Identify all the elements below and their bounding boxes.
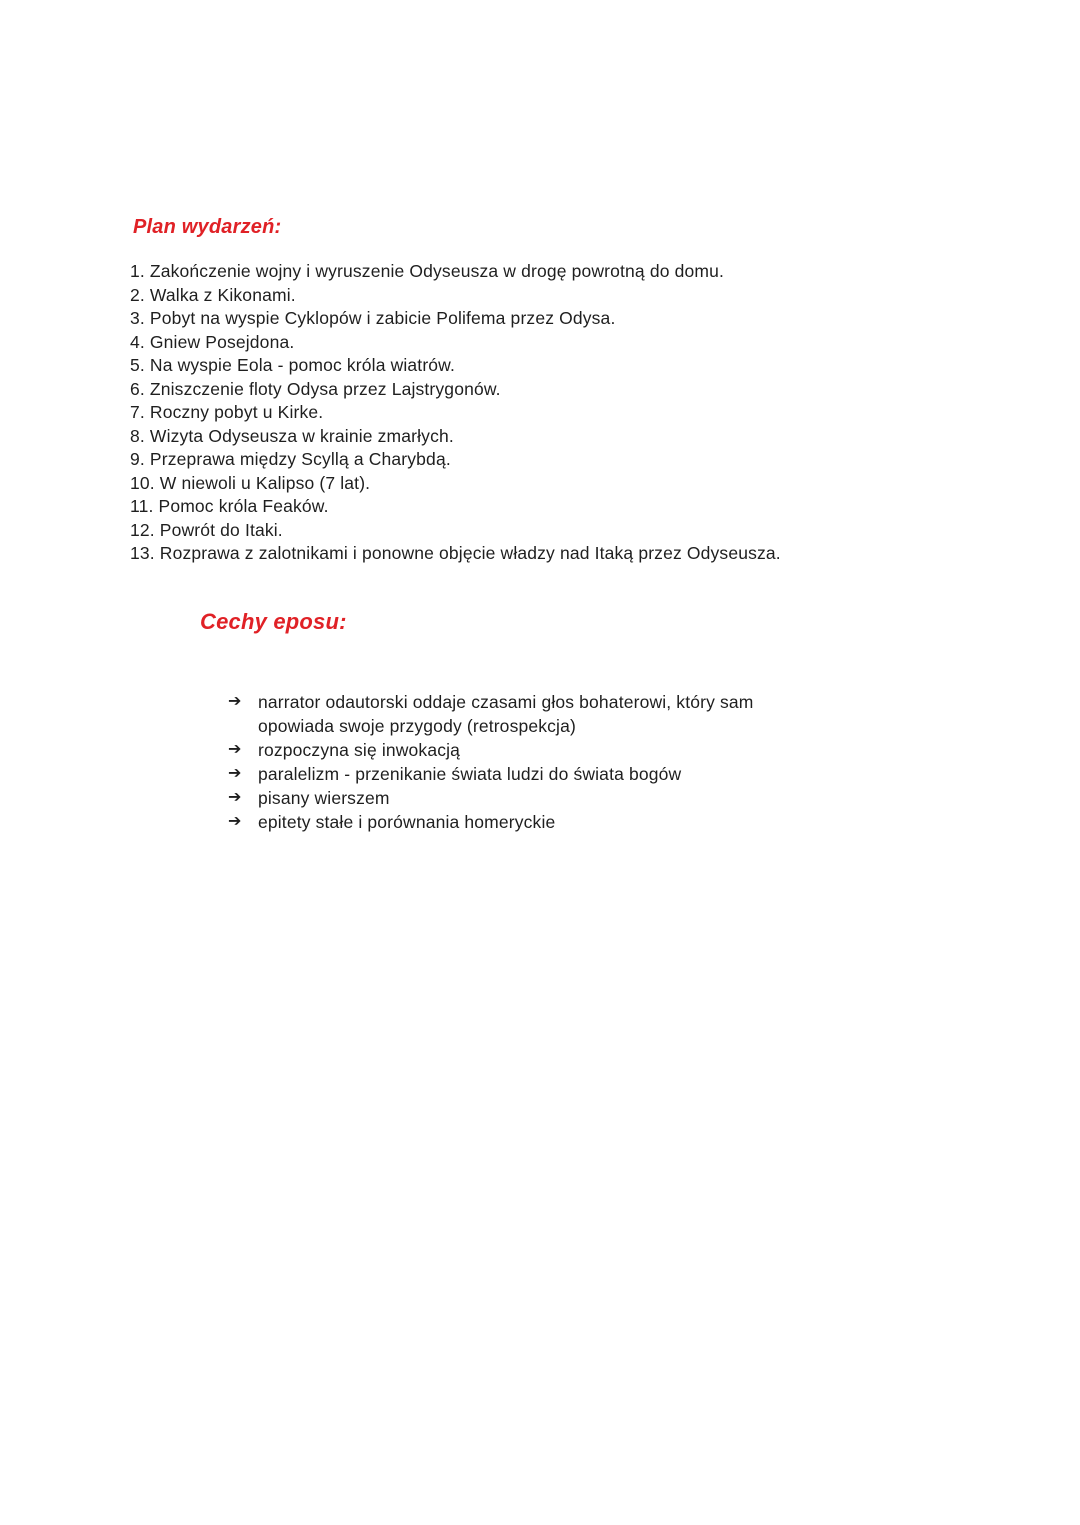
- plan-list-item: 7. Roczny pobyt u Kirke.: [130, 402, 324, 422]
- plan-list-item: 6. Zniszczenie floty Odysa przez Lajstrygonów.: [130, 378, 501, 399]
- cechy-list-item: [228, 762, 788, 786]
- cechy-item-text: narrator odautorski oddaje czasami głos bohaterowi, który sam opowiada swoje przygody (retrospekcja): [258, 692, 754, 736]
- plan-list-item: 3. Pobyt na wyspie Cyklopów i zabicie Polifema przez Odysa.: [130, 308, 616, 328]
- cechy-list: [228, 690, 788, 834]
- plan-list-item: 5. Na wyspie Eola - pomoc króla wiatrów.: [130, 355, 456, 375]
- plan-list-item: 2. Walka z Kikonami.: [130, 284, 296, 305]
- cechy-item-text: pisany wierszem: [258, 788, 390, 808]
- cechy-list-item: [228, 810, 788, 834]
- plan-list-item: 11. Pomoc króla Feaków.: [130, 496, 329, 516]
- cechy-list-item: [228, 786, 788, 810]
- plan-heading: Plan wydarzeń:: [133, 216, 282, 238]
- arrow-bullet-icon: ➔: [228, 693, 242, 710]
- cechy-item-text: epitety stałe i porównania homeryckie: [258, 812, 556, 832]
- arrow-bullet-icon: ➔: [228, 765, 242, 782]
- plan-list: [130, 260, 781, 566]
- cechy-item-text: paralelizm - przenikanie świata ludzi do świata bogów: [258, 764, 682, 784]
- plan-list-item: 10. W niewoli u Kalipso (7 lat).: [130, 472, 371, 493]
- cechy-list-item: [228, 738, 788, 762]
- plan-list-item: 1. Zakończenie wojny i wyruszenie Odyseusza w drogę powrotną do domu.: [130, 261, 724, 281]
- cechy-list-item: [228, 690, 788, 738]
- plan-list-item: 12. Powrót do Itaki.: [130, 519, 283, 540]
- arrow-bullet-icon: ➔: [228, 741, 242, 758]
- cechy-heading: Cechy eposu:: [200, 609, 347, 634]
- plan-list-item: 9. Przeprawa między Scyllą a Charybdą.: [130, 449, 451, 469]
- plan-list-item: 4. Gniew Posejdona.: [130, 331, 295, 352]
- plan-list-item: 13. Rozprawa z zalotnikami i ponowne objęcie władzy nad Itaką przez Odyseusza.: [130, 543, 781, 563]
- arrow-bullet-icon: ➔: [228, 789, 242, 806]
- plan-list-item: 8. Wizyta Odyseusza w krainie zmarłych.: [130, 425, 454, 446]
- arrow-bullet-icon: ➔: [228, 813, 242, 830]
- cechy-item-text: rozpoczyna się inwokacją: [258, 740, 461, 760]
